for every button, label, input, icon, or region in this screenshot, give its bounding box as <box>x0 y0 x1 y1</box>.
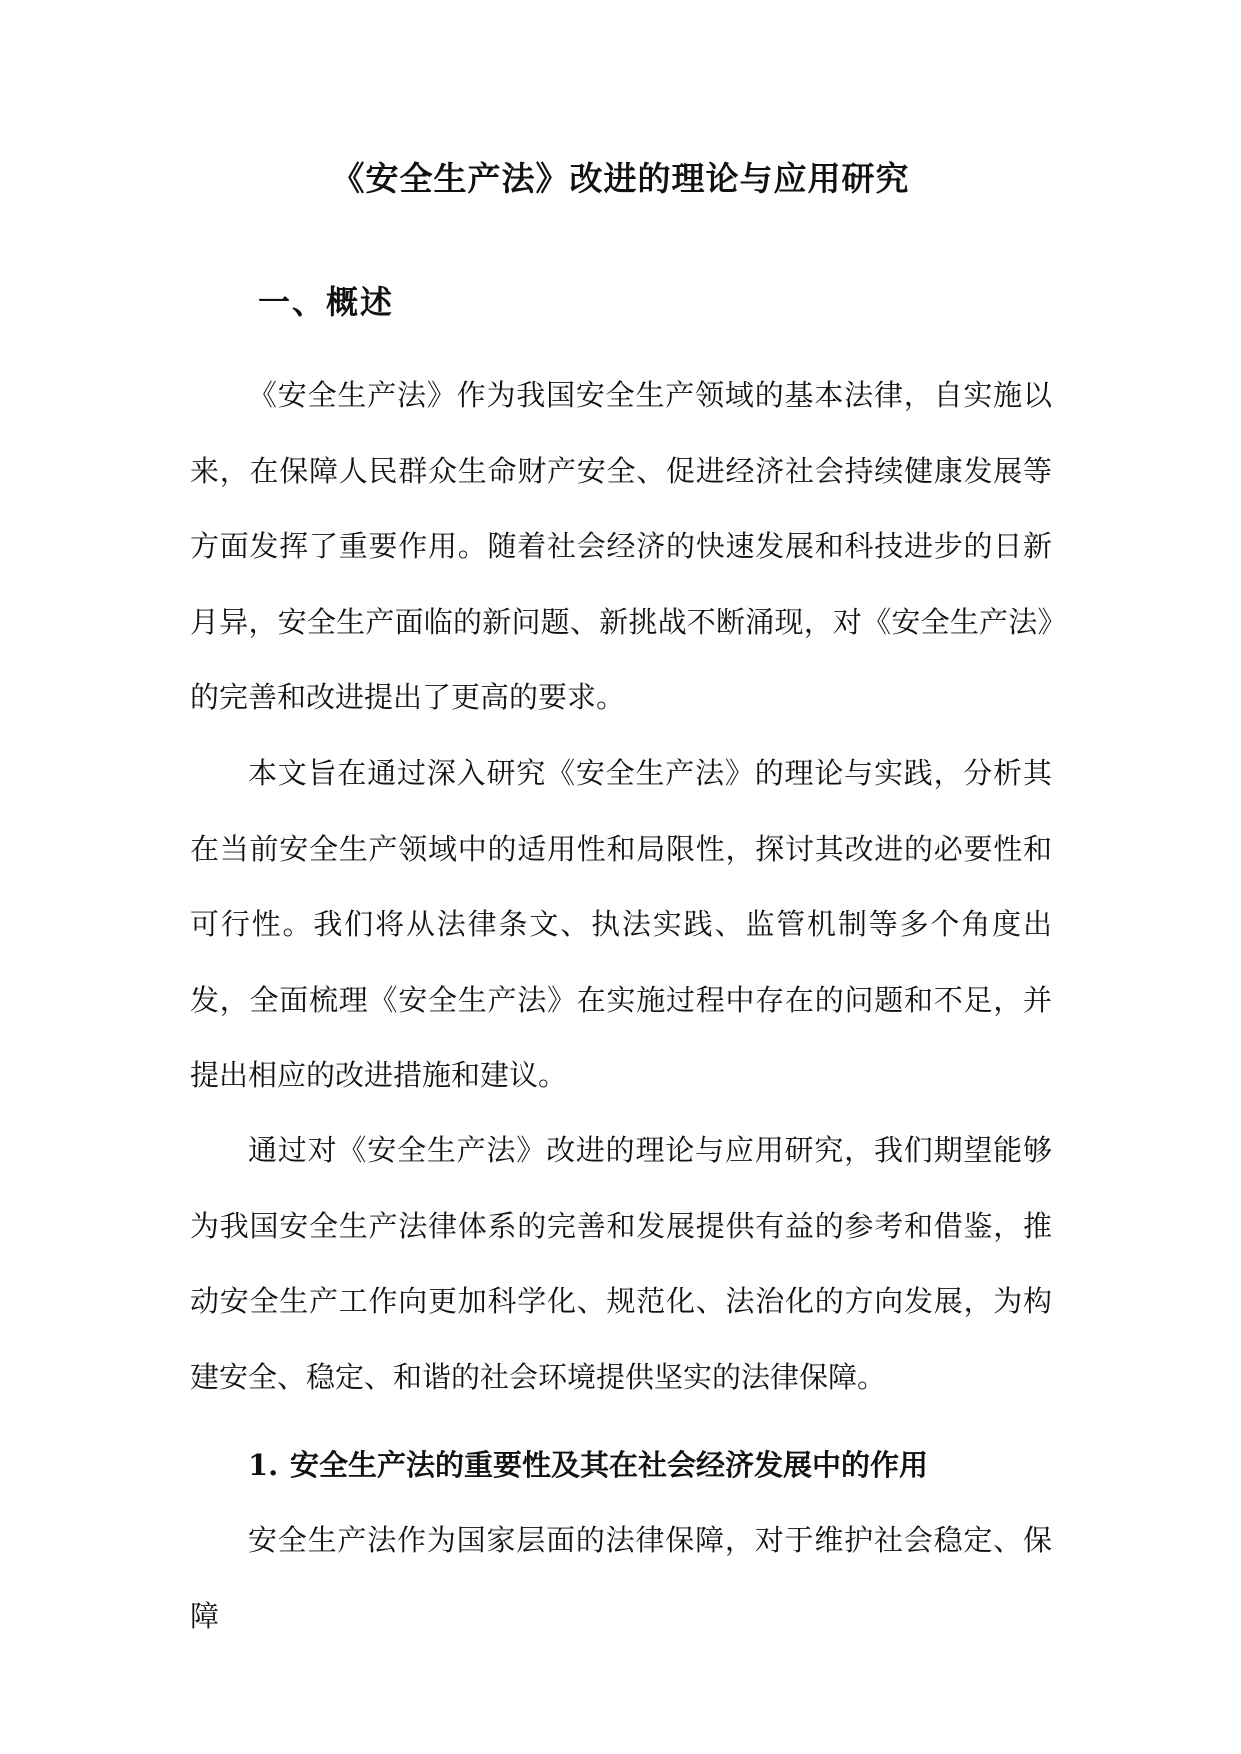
body-paragraph: 本文旨在通过深入研究《安全生产法》的理论与实践，分析其在当前安全生产领域中的适用性和局限性，探讨其改进的必要性和可行性。我们将从法律条文、执法实践、监管机制等多个角度出发，全面梳理《安全生产法》在实施过程中存在的问题和不足，并提出相应的改进措施和建议。 <box>190 756 1052 1092</box>
body-paragraph: 《安全生产法》作为我国安全生产领域的基本法律，自实施以来，在保障人民群众生命财产安全、促进经济社会持续健康发展等方面发挥了重要作用。随着社会经济的快速发展和科技进步的日新月异，安全生产面临的新问题、新挑战不断涌现，对《安全生产法》的完善和改进提出了更高的要求。 <box>190 378 1052 714</box>
section-heading: 一、概述 <box>258 283 395 321</box>
body-paragraph: 通过对《安全生产法》改进的理论与应用研究，我们期望能够为我国安全生产法律体系的完善和发展提供有益的参考和借鉴，推动安全生产工作向更加科学化、规范化、法治化的方向发展，为构建安全、稳定、和谐的社会环境提供坚实的法律保障。 <box>190 1133 1052 1394</box>
body-paragraph: 安全生产法作为国家层面的法律保障，对于维护社会稳定、保障 <box>190 1523 1052 1633</box>
subsection-heading-text: 安全生产法的重要性及其在社会经济发展中的作用 <box>290 1448 929 1482</box>
subsection-number: 1. <box>248 1448 279 1482</box>
subsection-heading <box>248 1440 928 1490</box>
document-title: 《安全生产法》改进的理论与应用研究 <box>331 159 910 198</box>
